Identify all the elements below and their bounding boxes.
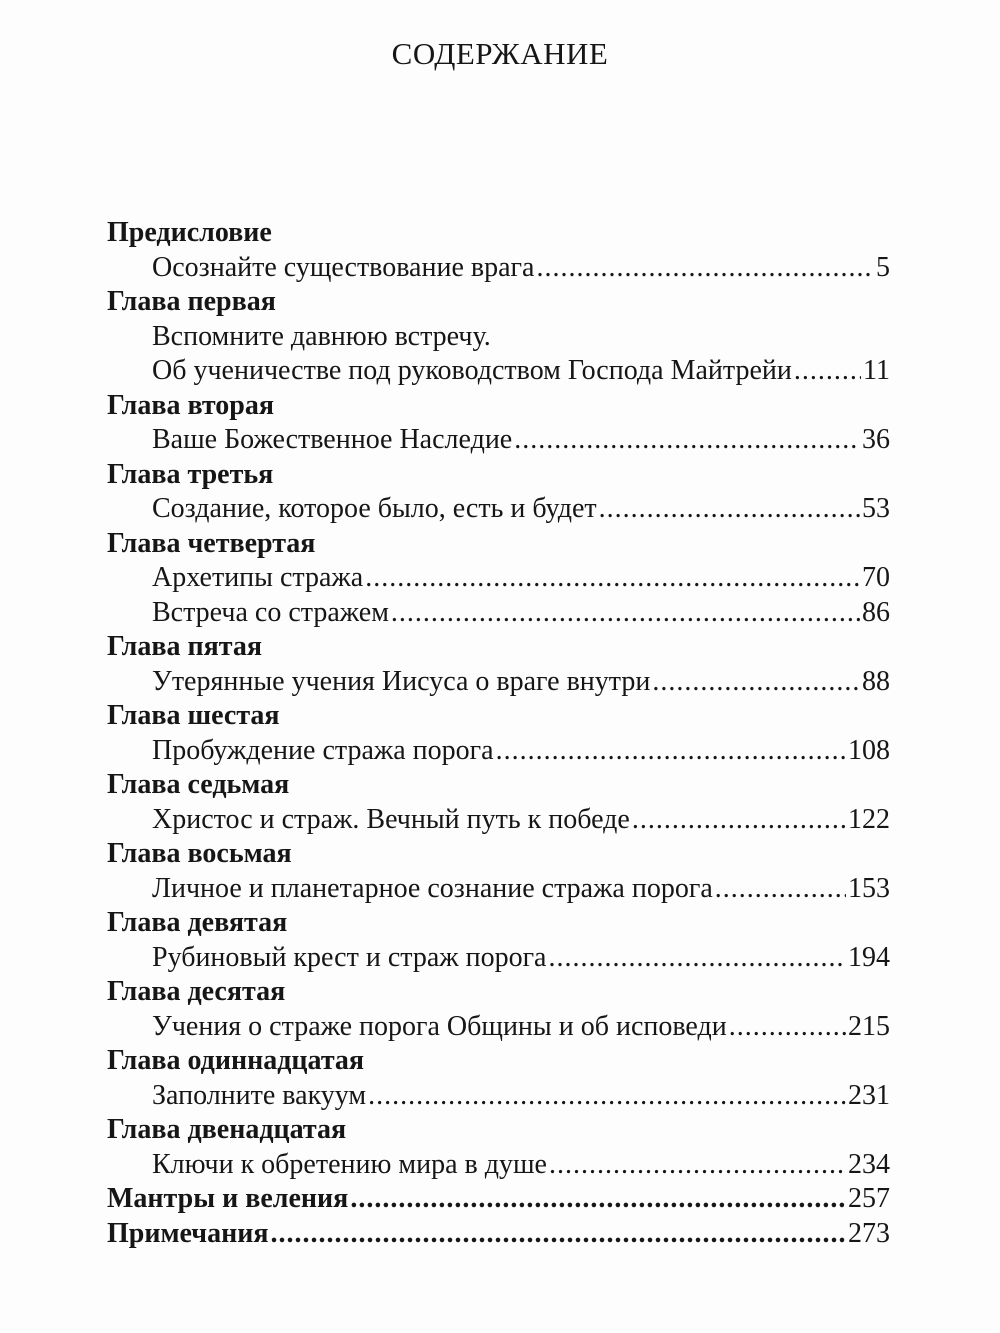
toc-entry-page: 122 xyxy=(848,803,890,835)
dot-leader xyxy=(368,1079,846,1114)
toc-entry xyxy=(107,1079,890,1114)
toc-heading-chapter-5 xyxy=(107,630,890,665)
toc-entry xyxy=(107,803,890,838)
toc-entry-title: Учения о страже порога Общины и об исповеди xyxy=(152,1010,727,1042)
toc-heading-chapter-8 xyxy=(107,837,890,872)
toc-heading-text: Глава первая xyxy=(107,286,276,317)
toc-entry-line xyxy=(107,320,890,355)
dot-leader xyxy=(271,1217,847,1252)
toc-entry xyxy=(107,1010,890,1045)
toc-entry xyxy=(107,596,890,631)
toc-heading-text: Предисловие xyxy=(107,217,272,248)
toc-entry-title: Ключи к обретению мира в душе xyxy=(152,1148,547,1180)
toc-entry xyxy=(107,492,890,527)
toc-entry-page: 53 xyxy=(862,493,890,524)
toc-entry-title: Ваше Божественное Наследие xyxy=(152,424,513,455)
toc-entry-page: 5 xyxy=(876,251,890,283)
toc-heading-chapter-9 xyxy=(107,906,890,941)
dot-leader xyxy=(729,1010,846,1045)
toc-entry-title: Утерянные учения Иисуса о враге внутри xyxy=(152,665,651,697)
toc-heading-text: Глава третья xyxy=(107,458,274,490)
toc-entry-page: 194 xyxy=(848,941,890,973)
toc-entry-page: 153 xyxy=(848,872,890,904)
dot-leader xyxy=(536,251,874,286)
toc-heading-chapter-3 xyxy=(107,458,890,493)
dot-leader xyxy=(715,872,846,907)
toc-entry-title: Пробуждение стража порога xyxy=(152,734,494,766)
toc-entry xyxy=(107,561,890,596)
toc-heading-notes xyxy=(107,1217,890,1252)
toc-entry-page: 11 xyxy=(863,355,890,386)
table-of-contents xyxy=(107,216,890,1251)
toc-heading-mantras xyxy=(107,1182,890,1217)
toc-heading-chapter-2 xyxy=(107,389,890,424)
dot-leader xyxy=(549,1148,846,1183)
toc-entry-title: Вспомните давнюю встречу. xyxy=(152,320,491,352)
toc-entry xyxy=(107,423,890,458)
toc-entry xyxy=(107,251,890,286)
dot-leader xyxy=(514,423,860,458)
toc-heading-chapter-7 xyxy=(107,768,890,803)
dot-leader xyxy=(391,596,860,631)
toc-heading-text: Мантры и веления xyxy=(107,1183,349,1214)
toc-heading-text: Глава девятая xyxy=(107,907,288,938)
toc-entry-page: 88 xyxy=(862,665,890,697)
toc-entry-title: Осознайте существование врага xyxy=(152,251,535,283)
toc-heading-text: Глава четвертая xyxy=(107,527,316,559)
toc-heading-chapter-11 xyxy=(107,1044,890,1079)
toc-entry-page: 108 xyxy=(848,734,890,766)
toc-entry-page: 231 xyxy=(848,1079,890,1111)
toc-heading-text: Глава восьмая xyxy=(107,838,292,869)
dot-leader xyxy=(496,734,846,769)
dot-leader xyxy=(599,492,860,527)
toc-heading-text: Глава седьмая xyxy=(107,769,290,800)
toc-entry-page: 234 xyxy=(848,1148,890,1180)
toc-heading-chapter-4 xyxy=(107,527,890,562)
toc-heading-text: Глава одиннадцатая xyxy=(107,1045,365,1076)
toc-entry-title: Личное и планетарное сознание стража порога xyxy=(152,872,713,904)
toc-entry xyxy=(107,734,890,769)
toc-entry-title: Христос и страж. Вечный путь к победе xyxy=(152,803,630,835)
toc-entry-page: 86 xyxy=(862,596,890,628)
dot-leader xyxy=(350,1182,846,1217)
page-title: СОДЕРЖАНИЕ xyxy=(391,36,609,71)
toc-entry xyxy=(107,354,890,389)
toc-heading-text: Примечания xyxy=(107,1217,269,1249)
toc-entry-title: Рубиновый крест и страж порога xyxy=(152,941,547,973)
toc-entry-page: 70 xyxy=(862,562,890,593)
toc-heading-text: Глава пятая xyxy=(107,631,263,662)
toc-heading-text: Глава двенадцатая xyxy=(107,1114,347,1145)
dot-leader xyxy=(549,941,847,976)
toc-entry-page: 273 xyxy=(848,1217,890,1249)
toc-heading-chapter-1 xyxy=(107,285,890,320)
toc-heading-chapter-6 xyxy=(107,699,890,734)
toc-entry-page: 257 xyxy=(848,1183,890,1214)
toc-heading-text: Глава десятая xyxy=(107,976,286,1007)
toc-entry-title: Встреча со стражем xyxy=(152,596,389,628)
dot-leader xyxy=(794,354,861,389)
toc-entry-title: Архетипы стража xyxy=(152,562,364,593)
toc-entry xyxy=(107,941,890,976)
toc-entry-page: 215 xyxy=(848,1010,890,1042)
toc-heading-chapter-10 xyxy=(107,975,890,1010)
toc-heading-text: Глава шестая xyxy=(107,700,280,731)
dot-leader xyxy=(652,665,860,700)
toc-entry xyxy=(107,1148,890,1183)
dot-leader xyxy=(632,803,846,838)
toc-heading-text: Глава вторая xyxy=(107,389,275,421)
toc-entry-page: 36 xyxy=(862,424,890,455)
toc-entry-title: Создание, которое было, есть и будет xyxy=(152,493,597,524)
toc-heading-chapter-12 xyxy=(107,1113,890,1148)
toc-heading-preface xyxy=(107,216,890,251)
toc-entry xyxy=(107,872,890,907)
dot-leader xyxy=(365,561,860,596)
toc-entry-title: Об ученичестве под руководством Господа Майтрейи xyxy=(152,355,792,386)
toc-entry xyxy=(107,665,890,700)
toc-entry-title: Заполните вакуум xyxy=(152,1079,367,1111)
